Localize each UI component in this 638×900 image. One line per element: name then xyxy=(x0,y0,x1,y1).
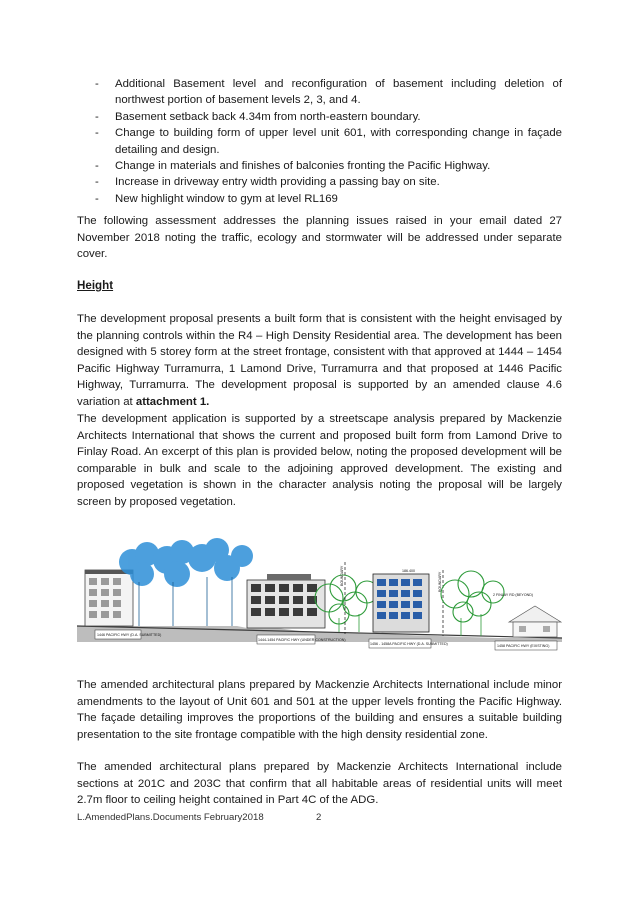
list-item: - Change in materials and finishes of balconies fronting the Pacific Highway. xyxy=(77,158,562,174)
building-1456-1458a xyxy=(373,574,429,632)
height-paragraph: The development proposal presents a built form that is consistent with the height envisaged by the planning controls within the R4 – High Density Residential area. The development has been designed with 5 storey form at the street frontage, consistent with that approved at 1444 – 1454 Pacific Highway Turramurra, 1 Lamond Drive, Turramurra and that proposed at 1446 Pacific Highway, Turramurra. The development proposal is supported by an amended clause 4.6 variation at attachment 1. xyxy=(77,313,562,408)
boundary-label: BOUNDARY xyxy=(438,571,442,592)
label-1444-1454: 1444-1454 PACIFIC HWY (UNDER CONSTRUCTION) xyxy=(258,638,346,642)
attachment-reference: attachment 1. xyxy=(135,395,210,408)
list-item: - Increase in driveway entry width providing a passing bay on site. xyxy=(77,174,562,190)
bullet-marker: - xyxy=(95,78,99,90)
bullet-marker: - xyxy=(95,127,99,140)
bullet-marker: - xyxy=(95,176,99,189)
proposed-trees-left xyxy=(119,538,253,587)
tree-trunks-left xyxy=(139,577,232,626)
footer-page-number: 2 xyxy=(316,812,322,823)
intro-paragraph: The following assessment addresses the planning issues raised in your email dated 27 November 2018 noting the traffic, ecology and stormwater will be addressed under separate cover. xyxy=(77,215,562,261)
label-1458: 1458 PACIFIC HWY (EXISTING) xyxy=(497,644,550,648)
amended-plans-paragraph-1: The amended architectural plans prepared by Mackenzie Architects International include minor amendments to the layout of Unit 601 and 501 at the upper levels fronting the Pacific Highway. The façade detailing improves the proportions of the building and ensures a suitable building presentation to the site frontage compatible with the high density residential zone. xyxy=(77,679,562,741)
streetscape-elevation-figure xyxy=(77,522,562,658)
streetscape-paragraph: The development application is supported by a streetscape analysis prepared by Mackenzie Architects International that shows the current and proposed built form from Lamond Drive to Finlay Road. An excerpt of this plan is provided below, noting the proposed development will be comparable in bulk and scale to the adjoining approved development. The existing and proposed vegetation is shown in the character analysis noting the proposal will be largely screen by proposed vegetation. xyxy=(77,413,562,508)
building-1444-1454 xyxy=(247,574,325,628)
list-item: - Additional Basement level and reconfiguration of basement including deletion of northwest portion of basement levels 2, 3, and 4. xyxy=(95,78,562,107)
list-item: - Change to building form of upper level unit 601, with corresponding change in façade detailing and design. xyxy=(95,127,562,156)
amendments-list xyxy=(77,76,562,207)
bullet-marker: - xyxy=(95,160,99,173)
building-1446 xyxy=(85,570,133,626)
building-1458-existing xyxy=(509,606,561,637)
bullet-marker: - xyxy=(95,110,99,123)
finlay-rd-annotation: 2 FINLAY RD (BEYOND) xyxy=(493,593,534,597)
amended-plans-paragraph-2: The amended architectural plans prepared by Mackenzie Architects International include sections at 201C and 203C that confirm that all habitable areas of residential units will meet 2.7m floor to ceiling height contained in Part 4C of the ADG. xyxy=(77,761,562,807)
footer-file-name: L.AmendedPlans.Documents February2018 xyxy=(77,812,264,823)
list-item: - New highlight window to gym at level RL169 xyxy=(77,191,562,207)
height-heading: Height xyxy=(77,279,114,292)
boundary-label: BOUNDARY xyxy=(340,565,344,586)
bullet-marker: - xyxy=(95,192,99,205)
label-1446: 1446 PACIFIC HWY (D.A. SUBMITTED) xyxy=(97,633,162,637)
list-item: - Basement setback back 4.34m from north-eastern boundary. xyxy=(77,109,562,125)
label-1456-1458a: 1456 - 1458A PACIFIC HWY (D.A. SUBMITTED) xyxy=(370,642,448,646)
rl-annotation: 186.400 xyxy=(402,569,415,573)
